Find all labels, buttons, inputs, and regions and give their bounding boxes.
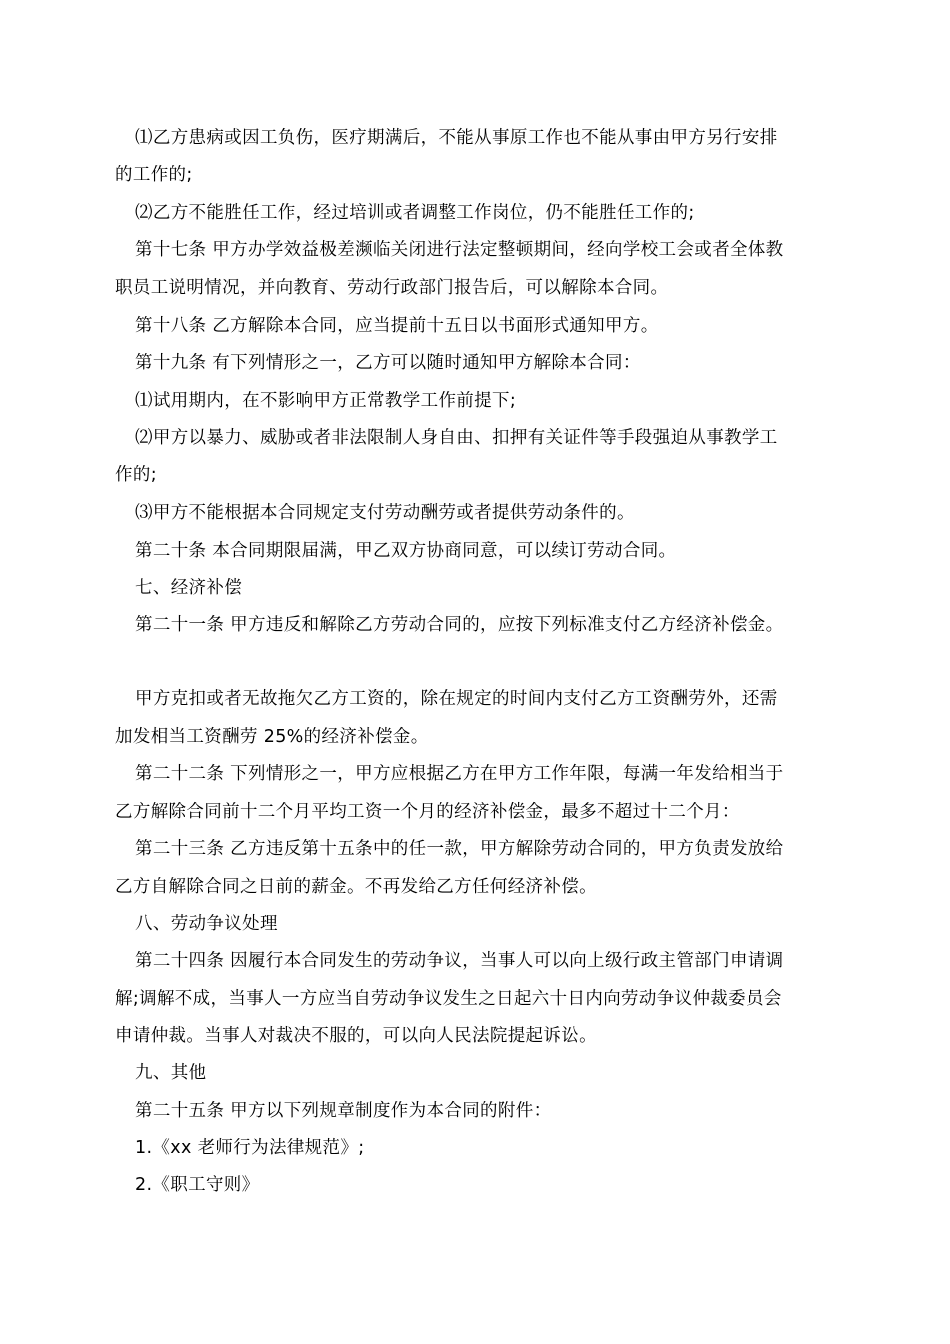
section-heading: 九、其他 bbox=[135, 1063, 207, 1083]
paragraph-line: ⑵甲方以暴力、威胁或者非法限制人身自由、扣押有关证件等手段强迫从事教学工 bbox=[135, 428, 778, 448]
paragraph-line: 第十八条 乙方解除本合同，应当提前十五日以书面形式通知甲方。 bbox=[135, 316, 659, 336]
paragraph-line: 第二十三条 乙方违反第十五条中的任一款，甲方解除劳动合同的，甲方负责发放给 bbox=[135, 839, 784, 859]
list-item: 1.《xx 老师行为法律规范》; bbox=[135, 1138, 365, 1158]
paragraph-line: 第二十条 本合同期限届满，甲乙双方协商同意，可以续订劳动合同。 bbox=[135, 541, 677, 561]
paragraph-line: 解;调解不成，当事人一方应当自劳动争议发生之日起六十日内向劳动争议仲裁委员会 bbox=[115, 989, 782, 1009]
paragraph-line: ⑴试用期内，在不影响甲方正常教学工作前提下; bbox=[135, 391, 517, 411]
paragraph-line: 职员工说明情况，并向教育、劳动行政部门报告后，可以解除本合同。 bbox=[115, 278, 669, 298]
section-heading: 七、经济补偿 bbox=[135, 578, 243, 598]
paragraph-line: 第二十一条 甲方违反和解除乙方劳动合同的，应按下列标准支付乙方经济补偿金。 bbox=[135, 615, 784, 635]
paragraph-line: ⑵乙方不能胜任工作，经过培训或者调整工作岗位，仍不能胜任工作的; bbox=[135, 203, 695, 223]
paragraph-line: 第二十二条 下列情形之一，甲方应根据乙方在甲方工作年限，每满一年发给相当于 bbox=[135, 764, 784, 784]
paragraph-line: 申请仲裁。当事人对裁决不服的，可以向人民法院提起诉讼。 bbox=[115, 1026, 597, 1046]
paragraph-line: 乙方自解除合同之日前的薪金。不再发给乙方任何经济补偿。 bbox=[115, 877, 597, 897]
paragraph-line: 第二十五条 甲方以下列规章制度作为本合同的附件： bbox=[135, 1101, 552, 1121]
paragraph-line: 乙方解除合同前十二个月平均工资一个月的经济补偿金，最多不超过十二个月： bbox=[115, 802, 740, 822]
paragraph-line: 第二十四条 因履行本合同发生的劳动争议，当事人可以向上级行政主管部门申请调 bbox=[135, 951, 784, 971]
paragraph-line: 作的; bbox=[115, 465, 157, 485]
paragraph-line: 加发相当工资酬劳 25%的经济补偿金。 bbox=[115, 727, 429, 747]
paragraph-line: 的工作的; bbox=[115, 165, 193, 185]
list-item: 2.《职工守则》 bbox=[135, 1175, 260, 1195]
paragraph-line: ⑴乙方患病或因工负伤，医疗期满后，不能从事原工作也不能从事由甲方另行安排 bbox=[135, 128, 778, 148]
section-heading: 八、劳动争议处理 bbox=[135, 914, 278, 934]
paragraph-line: 甲方克扣或者无故拖欠乙方工资的，除在规定的时间内支付乙方工资酬劳外，还需 bbox=[135, 689, 778, 709]
paragraph-line: ⑶甲方不能根据本合同规定支付劳动酬劳或者提供劳动条件的。 bbox=[135, 503, 635, 523]
paragraph-line: 第十七条 甲方办学效益极差濒临关闭进行法定整顿期间，经向学校工会或者全体教 bbox=[135, 240, 784, 260]
paragraph-line: 第十九条 有下列情形之一，乙方可以随时通知甲方解除本合同： bbox=[135, 353, 641, 373]
